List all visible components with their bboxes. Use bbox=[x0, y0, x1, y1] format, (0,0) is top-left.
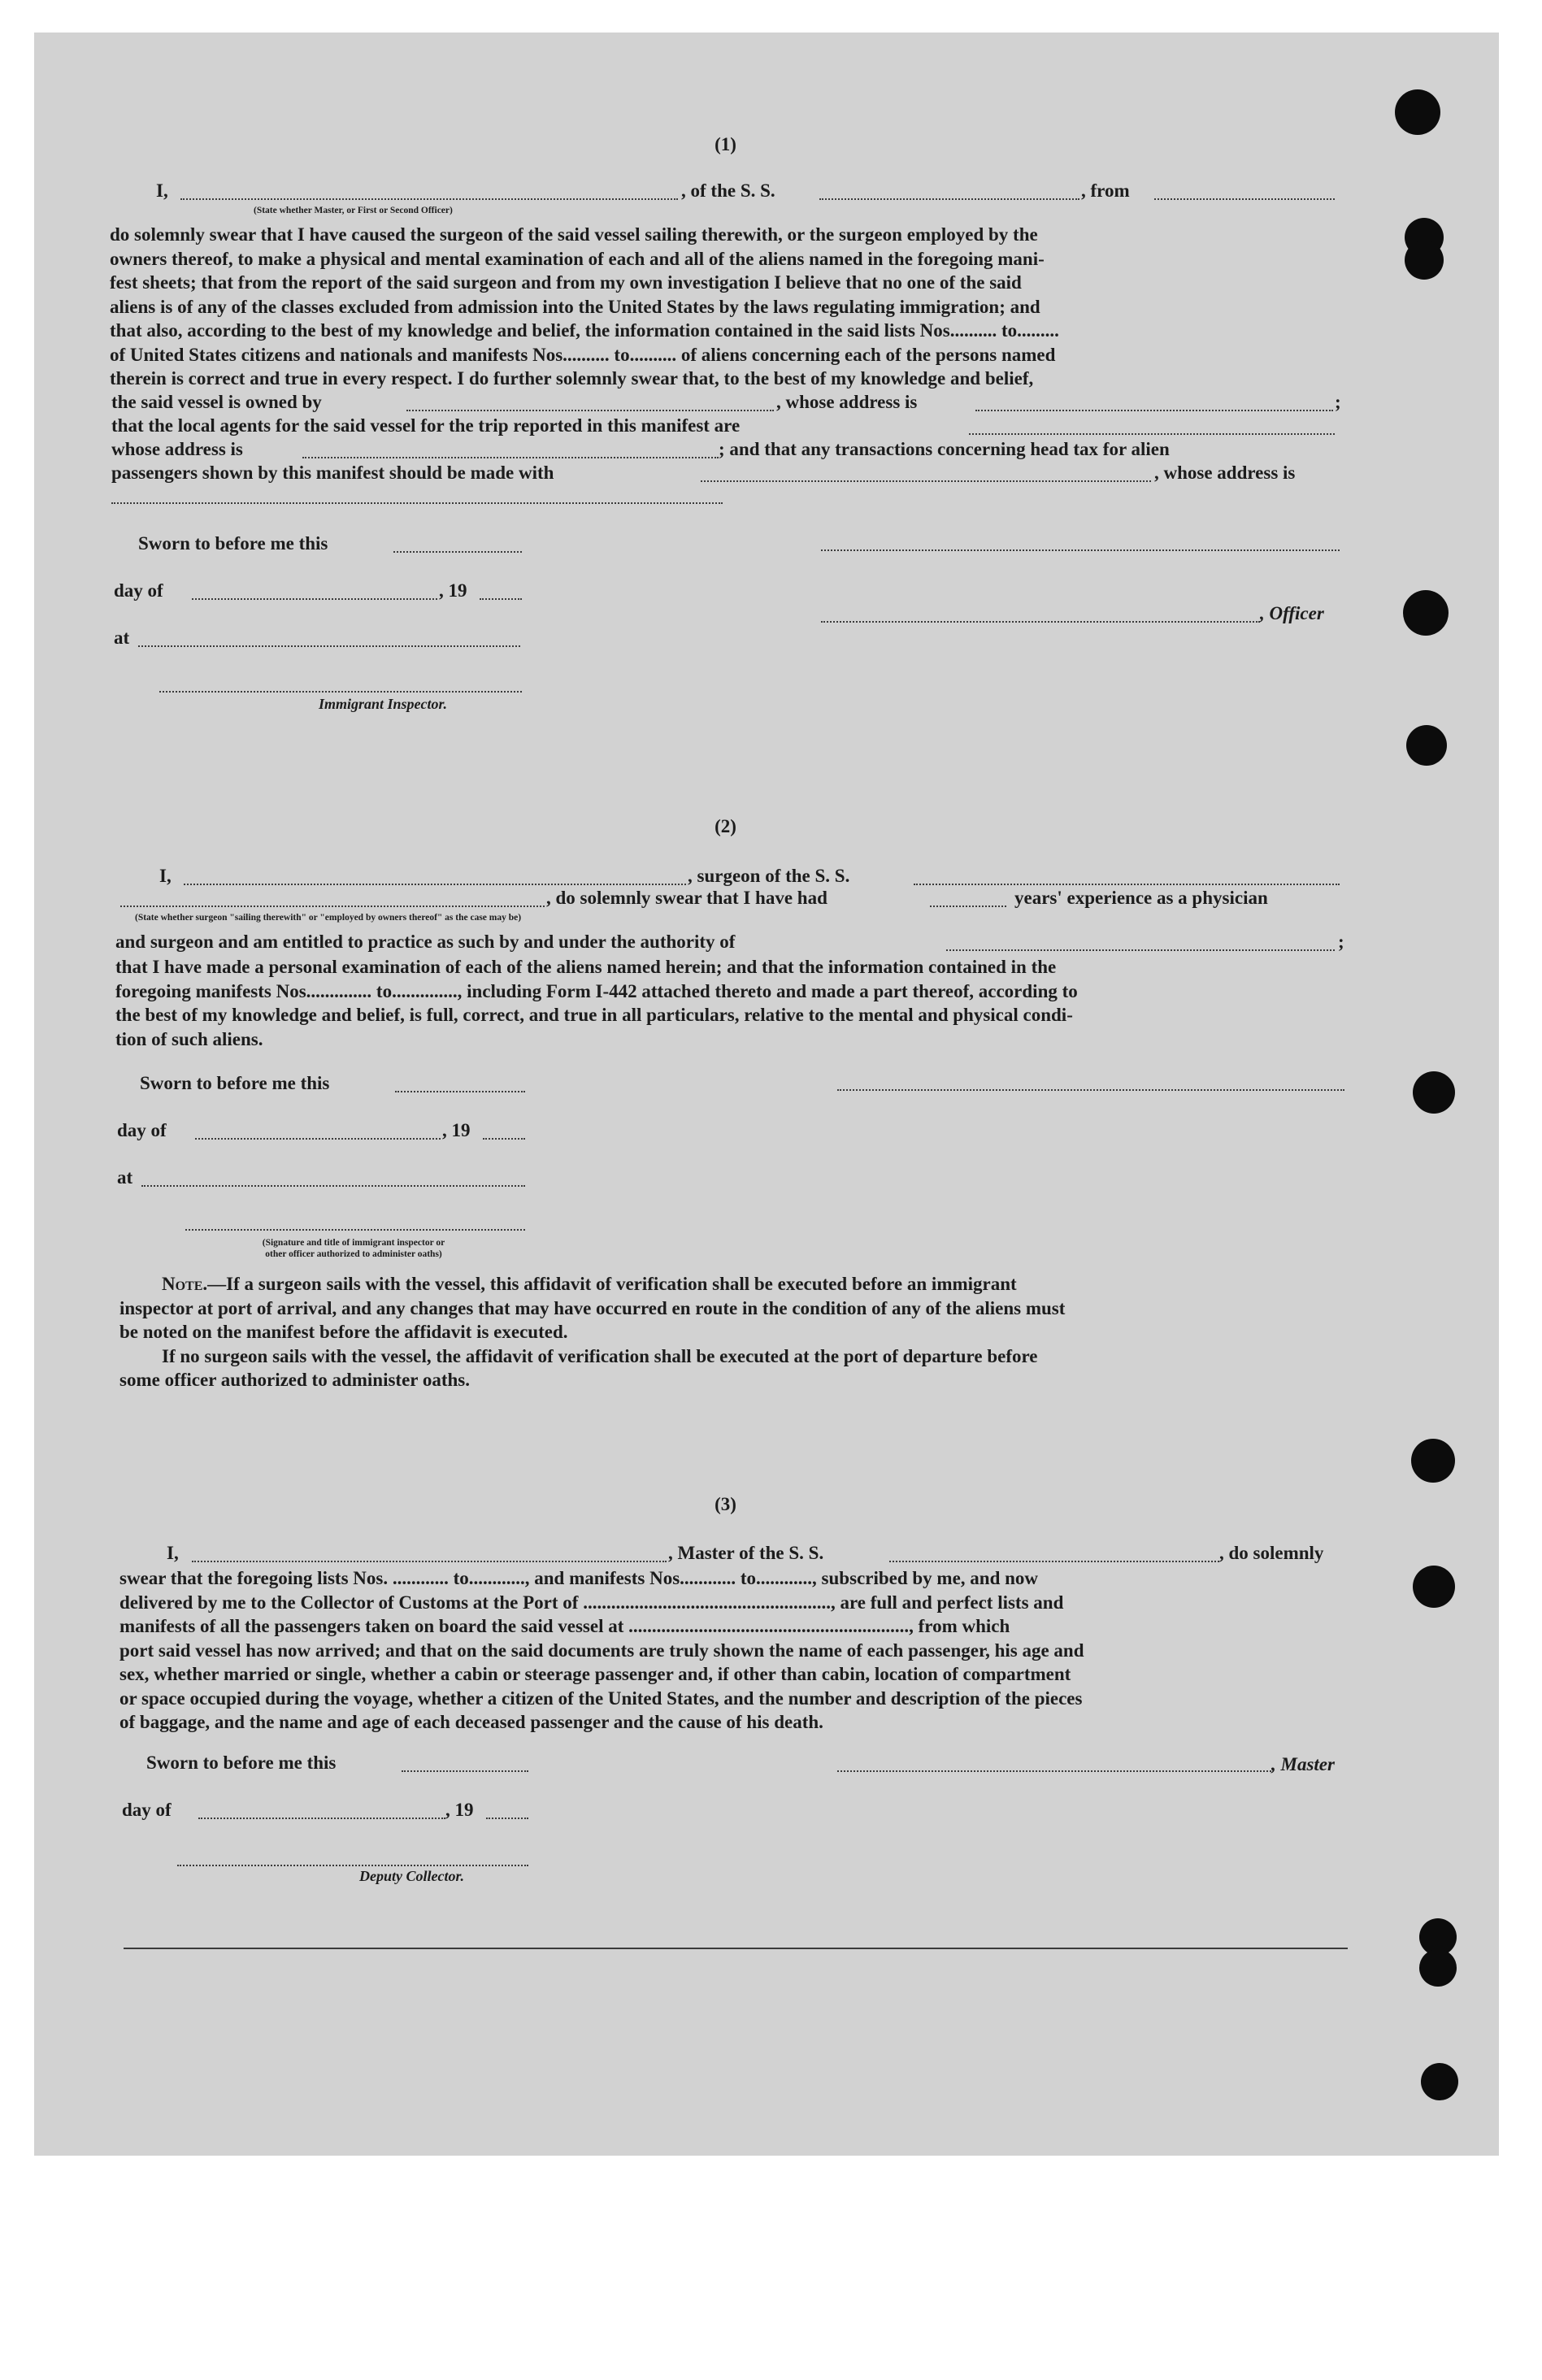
s2-sig-caption-line: (Signature and title of immigrant inspector or bbox=[262, 1238, 445, 1248]
s2-i-label: I, bbox=[159, 866, 172, 886]
s2-note-line: —If a surgeon sails with the vessel, this affidavit of verification shall be executed before an immigrant bbox=[207, 1274, 1017, 1294]
s1-line: therein is correct and true in every respect. I do further solemnly swear that, to the best of my knowledge and belief, bbox=[110, 368, 1034, 389]
binder-hole bbox=[1419, 1949, 1457, 1987]
s2-status-field[interactable] bbox=[120, 906, 545, 907]
s2-day-field[interactable] bbox=[195, 1138, 441, 1140]
s2-surgeon-of: , surgeon of the S. S. bbox=[688, 866, 850, 886]
s2-note bbox=[119, 1272, 1349, 1392]
s2-note-label: Note. bbox=[162, 1274, 208, 1294]
s3-line: sex, whether married or single, whether a cabin or steerage passenger and, if other than cabin, location of compartment bbox=[119, 1664, 1071, 1684]
s2-note-line: be noted on the manifest before the affidavit is executed. bbox=[119, 1322, 568, 1342]
s1-at-field[interactable] bbox=[138, 645, 520, 647]
s2-do-swear: , do solemnly swear that I have had bbox=[546, 888, 827, 908]
s3-line: port said vessel has now arrived; and that on the said documents are truly shown the name of each passenger, his age and bbox=[119, 1640, 1084, 1661]
binder-hole bbox=[1411, 1439, 1455, 1483]
s2-authority: and surgeon and am entitled to practice as such by and under the authority of bbox=[115, 932, 736, 952]
s2-day-of: day of bbox=[117, 1120, 167, 1140]
s1-head-tax-address-field[interactable] bbox=[111, 502, 723, 504]
s1-line: owners thereof, to make a physical and mental examination of each and all of the aliens named in the foregoing mani- bbox=[110, 248, 1045, 269]
s1-body bbox=[110, 223, 1347, 391]
s3-master-of: , Master of the S. S. bbox=[668, 1543, 824, 1563]
s1-i-label: I, bbox=[156, 180, 168, 201]
s3-line: manifests of all the passengers taken on board the said vessel at ............................................................, from which bbox=[119, 1616, 1010, 1636]
binder-hole bbox=[1413, 1566, 1455, 1608]
s2-note-line: some officer authorized to administer oaths. bbox=[119, 1370, 470, 1390]
s3-body bbox=[119, 1566, 1349, 1735]
s1-at: at bbox=[114, 628, 130, 648]
s1-officer-signature-field[interactable] bbox=[821, 621, 1260, 623]
s1-year-field[interactable] bbox=[480, 598, 522, 600]
s1-caption-master: (State whether Master, or First or Second Officer) bbox=[254, 206, 453, 215]
s2-line: the best of my knowledge and belief, is full, correct, and true in all particulars, relative to the mental and physical condi- bbox=[115, 1005, 1073, 1025]
s1-line: fest sheets; that from the report of the said surgeon and from my own investigation I believe that no one of the said bbox=[110, 272, 1022, 293]
s2-surgeon-name-field[interactable] bbox=[184, 884, 686, 885]
s1-officer-label: , Officer bbox=[1260, 603, 1324, 623]
s1-line: do solemnly swear that I have caused the surgeon of the said vessel sailing therewith, or the surgeon employed by the bbox=[110, 224, 1038, 245]
s1-agents-address-field[interactable] bbox=[302, 457, 719, 458]
s2-years-exp: years' experience as a physician bbox=[1014, 888, 1268, 908]
s3-do-solemnly: , do solemnly bbox=[1219, 1543, 1324, 1563]
s1-inspector-signature-field[interactable] bbox=[159, 691, 522, 693]
s2-authority-field[interactable] bbox=[946, 949, 1335, 951]
s3-ship-field[interactable] bbox=[889, 1561, 1219, 1562]
s3-year: , 19 bbox=[445, 1800, 474, 1820]
s3-deputy-label: Deputy Collector. bbox=[359, 1868, 464, 1884]
s1-inspector-label: Immigrant Inspector. bbox=[319, 696, 448, 712]
s2-at: at bbox=[117, 1167, 133, 1188]
s3-master-name-field[interactable] bbox=[192, 1561, 667, 1562]
s3-year-field[interactable] bbox=[486, 1818, 528, 1819]
s2-years-field[interactable] bbox=[930, 906, 1006, 907]
section-3-heading: (3) bbox=[715, 1494, 736, 1514]
s2-caption-surgeon: (State whether surgeon "sailing therewith" or "employed by owners thereof" as the case may be) bbox=[135, 913, 522, 923]
s2-sworn-field[interactable] bbox=[395, 1091, 525, 1092]
s1-head-tax-field[interactable] bbox=[701, 480, 1151, 482]
s1-ship-field[interactable] bbox=[819, 198, 1079, 200]
s3-collector-signature-field[interactable] bbox=[177, 1865, 528, 1866]
s1-line: aliens is of any of the classes excluded from admission into the United States by the laws regulating immigration; and bbox=[110, 296, 1040, 317]
s2-note-line: inspector at port of arrival, and any changes that may have occurred en route in the condition of any of the aliens must bbox=[119, 1297, 1066, 1318]
s3-line: delivered by me to the Collector of Customs at the Port of ....................................................., are full and perfect lists and bbox=[119, 1592, 1064, 1613]
s3-line: or space occupied during the voyage, whether a citizen of the United States, and the number and description of the pieces bbox=[119, 1687, 1083, 1709]
s3-sworn-field[interactable] bbox=[402, 1770, 528, 1772]
s1-local-agents: that the local agents for the said vessel for the trip reported in this manifest are bbox=[111, 415, 741, 436]
section-2-heading: (2) bbox=[715, 816, 736, 836]
s3-i-label: I, bbox=[167, 1543, 179, 1563]
s2-line: tion of such aliens. bbox=[115, 1028, 263, 1049]
s1-of-the-ss: , of the S. S. bbox=[681, 180, 775, 201]
s1-owned-by: the said vessel is owned by bbox=[111, 392, 322, 412]
s2-body bbox=[115, 955, 1347, 1051]
s2-line: that I have made a personal examination of each of the aliens named herein; and that the information contained in the bbox=[115, 957, 1057, 977]
s3-sworn: Sworn to before me this bbox=[146, 1752, 337, 1773]
s2-sworn: Sworn to before me this bbox=[140, 1073, 330, 1093]
s1-head-tax: ; and that any transactions concerning head tax for alien bbox=[719, 439, 1170, 459]
s3-line: swear that the foregoing lists Nos. ............ to............, and manifests Nos............ to............, subscribed by me, and now bbox=[119, 1568, 1039, 1588]
binder-hole bbox=[1413, 1071, 1455, 1114]
binder-hole bbox=[1395, 89, 1440, 135]
binder-hole bbox=[1403, 590, 1449, 636]
s1-passengers-line: passengers shown by this manifest should be made with bbox=[111, 463, 554, 483]
s1-officer-field[interactable] bbox=[180, 198, 678, 200]
s2-inspector-signature-field[interactable] bbox=[185, 1229, 525, 1231]
s3-day-of: day of bbox=[122, 1800, 172, 1820]
section-1-heading: (1) bbox=[715, 134, 736, 154]
s2-signature-field[interactable] bbox=[837, 1089, 1344, 1091]
s1-whose-address-3: , whose address is bbox=[1154, 463, 1296, 483]
s1-whose-address: , whose address is bbox=[776, 392, 918, 412]
s2-sig-caption bbox=[187, 1237, 520, 1260]
s2-ship-field[interactable] bbox=[914, 884, 1340, 885]
s3-line: of baggage, and the name and age of each deceased passenger and the cause of his death. bbox=[119, 1712, 823, 1732]
s1-year: , 19 bbox=[439, 580, 467, 601]
s1-signature-field[interactable] bbox=[821, 549, 1340, 551]
s1-owner-field[interactable] bbox=[406, 410, 774, 411]
s2-semicolon: ; bbox=[1338, 932, 1344, 952]
s1-line: that also, according to the best of my knowledge and belief, the information contained in the said lists Nos.......... to......... bbox=[110, 320, 1059, 341]
binder-hole bbox=[1421, 2063, 1458, 2100]
s1-owner-address-field[interactable] bbox=[975, 410, 1333, 411]
s2-note-line: If no surgeon sails with the vessel, the affidavit of verification shall be executed at the port of departure before bbox=[162, 1345, 1038, 1366]
s1-whose-address-2: whose address is bbox=[111, 439, 243, 459]
s3-day-field[interactable] bbox=[198, 1818, 445, 1819]
s1-sworn: Sworn to before me this bbox=[138, 533, 328, 554]
s1-day-of: day of bbox=[114, 580, 163, 601]
s2-year: , 19 bbox=[442, 1120, 471, 1140]
s1-day-field[interactable] bbox=[192, 598, 437, 600]
s2-year-field[interactable] bbox=[483, 1138, 525, 1140]
s2-sig-caption-line: other officer authorized to administer oaths) bbox=[265, 1249, 442, 1259]
s2-at-field[interactable] bbox=[141, 1185, 525, 1187]
binder-hole bbox=[1405, 241, 1444, 280]
s2-line: foregoing manifests Nos.............. to.............., including Form I-442 attached thereto and made a part thereof, according to bbox=[115, 980, 1078, 1001]
s1-agents-field[interactable] bbox=[969, 433, 1335, 435]
s1-sworn-field[interactable] bbox=[393, 551, 522, 553]
s1-semicolon: ; bbox=[1335, 392, 1341, 412]
binder-hole bbox=[1406, 725, 1447, 766]
s1-line: of United States citizens and nationals and manifests Nos.......... to.......... of aliens concerning each of the persons named bbox=[110, 344, 1056, 365]
s1-from: , from bbox=[1081, 180, 1130, 201]
s1-from-field[interactable] bbox=[1154, 198, 1335, 200]
bottom-rule bbox=[124, 1948, 1348, 1949]
s3-signature-field[interactable] bbox=[837, 1770, 1271, 1772]
s3-master-label: , Master bbox=[1271, 1754, 1335, 1774]
